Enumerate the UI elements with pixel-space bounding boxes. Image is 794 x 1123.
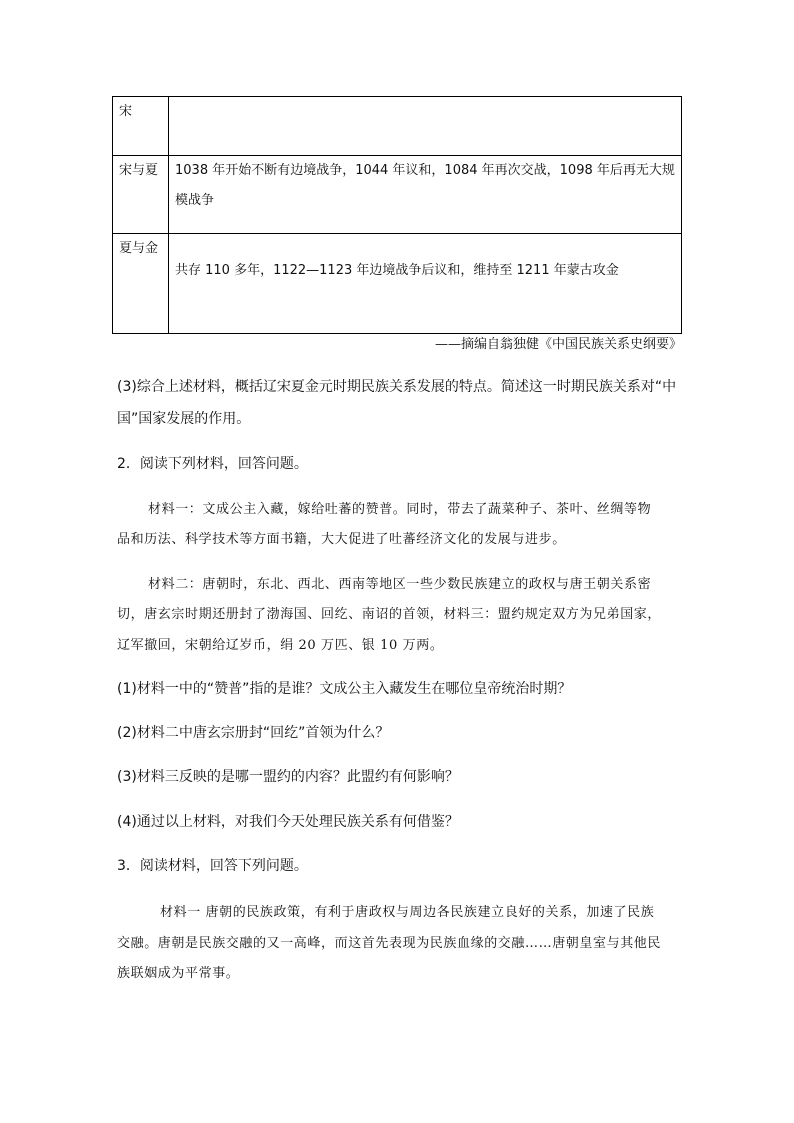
source-citation: ——摘编自翁独健《中国民族关系史纲要》: [434, 337, 682, 352]
material-text-line: 辽军撤回，宋朝给辽岁币，绢 20 万匹、银 10 万两。: [117, 638, 444, 653]
table-row: [113, 234, 682, 334]
question-3-title: 3．阅读材料，回答下列问题。: [117, 858, 308, 874]
material-text-line: 交融。唐朝是民族交融的又一高峰，而这首先表现为民族血缘的交融……唐朝皇室与其他民: [117, 936, 662, 951]
table-row: [113, 97, 682, 156]
material-text-line: 切，唐玄宗时期还册封了渤海国、回纥、南诏的首领，材料三：盟约规定双方为兄弟国家，: [117, 607, 662, 622]
material-text-line: 品和历法、科学技术等方面书籍，大大促进了吐蕃经济文化的发展与进步。: [117, 532, 566, 547]
sub-question: (3)材料三反映的是哪一盟约的内容？此盟约有何影响？: [117, 769, 459, 785]
table-cell-label: 宋与夏: [113, 156, 169, 234]
material-text-line: 材料一：文成公主入藏，嫁给吐蕃的赞普。同时，带去了蔬菜种子、茶叶、丝绸等物: [148, 502, 652, 517]
material-text-line: 材料二：唐朝时，东北、西北、西南等地区一些少数民族建立的政权与唐王朝关系密: [148, 577, 652, 592]
sub-question: (4)通过以上材料，对我们今天处理民族关系有何借鉴？: [117, 814, 459, 830]
relations-table: [112, 96, 682, 334]
table-cell-label: 宋: [113, 97, 169, 156]
table-cell-content: 1038 年开始不断有边境战争，1044 年议和，1084 年再次交战，1098 年后再无大规模战争: [169, 156, 682, 234]
question-1-3-line: (3)综合上述材料，概括辽宋夏金元时期民族关系发展的特点。简述这一时期民族关系对“中: [117, 379, 677, 395]
material-text-line: 材料一 唐朝的民族政策，有利于唐政权与周边各民族建立良好的关系，加速了民族: [160, 905, 655, 920]
table-cell-content: 共存 110 多年，1122—1123 年边境战争后议和，维持至 1211 年蒙古攻金: [169, 234, 682, 334]
table-row: [113, 156, 682, 234]
sub-question: (1)材料一中的“赞普”指的是谁？文成公主入藏发生在哪位皇帝统治时期？: [117, 681, 572, 697]
question-1-3-line: 国”国家发展的作用。: [117, 411, 251, 427]
table-cell-label: 夏与金: [113, 234, 169, 334]
material-text-line: 族联姻成为平常事。: [117, 966, 240, 981]
question-2-title: 2．阅读下列材料，回答问题。: [117, 456, 308, 472]
table-cell-content: [169, 97, 682, 156]
sub-question: (2)材料二中唐玄宗册封“回纥”首领为什么？: [117, 725, 390, 741]
